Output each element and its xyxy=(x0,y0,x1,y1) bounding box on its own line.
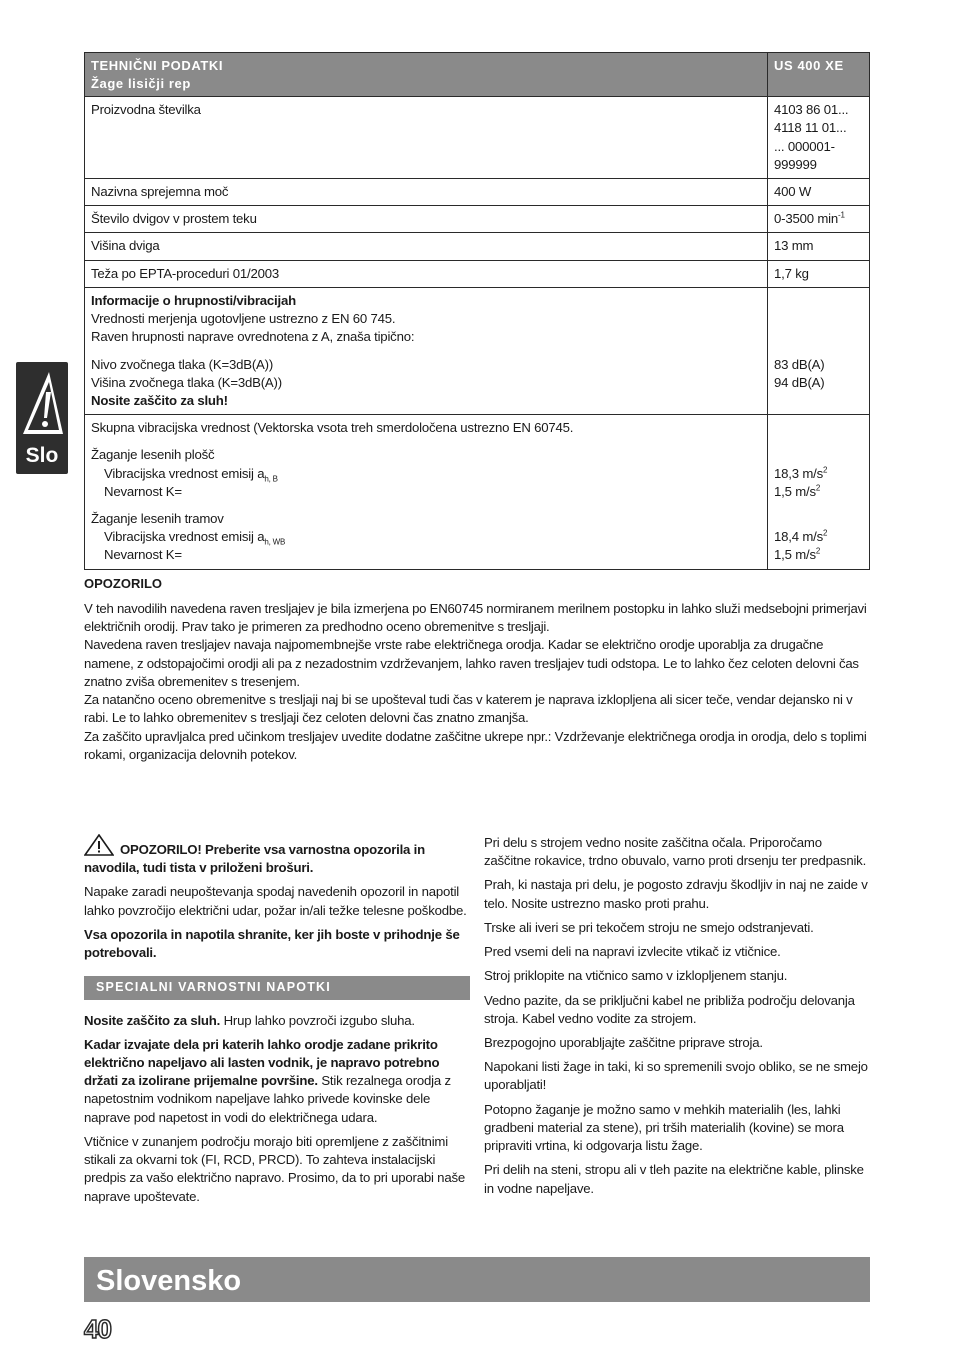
row-value xyxy=(768,206,870,233)
noise-line2: Raven hrupnosti naprave ovrednotena z A, znaša tipično: xyxy=(91,329,415,345)
vibration-values xyxy=(768,415,870,570)
right-paragraph: Pri delih na steni, stropu ali v tleh pazite na električne kable, plinske in vodne napeljave. xyxy=(484,1162,864,1196)
vibration-intro: Skupna vibracijska vrednost (Vektorska vsota treh smerdoločena ustrezno EN 60745. xyxy=(91,420,574,436)
left-paragraph: Napake zaradi neupoštevanja spodaj navedenih opozoril in napotil lahko povzročijo električni udar, požar in/ali težke telesne poškodbe. xyxy=(84,884,467,918)
technical-data-table xyxy=(84,52,870,570)
noise-line1: Vrednosti merjenja ugotovljene ustrezno z EN 60 745. xyxy=(91,311,396,327)
warning-paragraph: Navedena raven tresljajev navaja najpomembnejše vrste rabe električnega orodja. Kadar se električno orodje uporablja za drugačne namene, z odstopajočimi orodji ali pa z nezadostnim vzdrževanjem, lahko raven tresljajev tudi odstopa. Le to lahko čez celoten delovni čas znatno zviša obremenitev s tresenjem. xyxy=(84,637,859,689)
header-title-line2: Žage lisičji rep xyxy=(91,75,191,91)
table-row xyxy=(85,233,870,260)
beam-emission-label: Vibracijska vrednost emisij $a_{h, WB}$ xyxy=(104,529,286,547)
right-paragraph: Pri delu s strojem vedno nosite zaščitna očala. Priporočamo zaščitne rokavice, trdno obuvalo, varno proti drsenju ter predpasnik. xyxy=(484,835,867,869)
language-footer-bar xyxy=(84,1257,870,1302)
board-uncertainty-label: Nevarnost K= xyxy=(104,483,182,499)
warning-triangle-icon xyxy=(84,834,114,856)
header-title-line1: TEHNIČNI PODATKI xyxy=(91,58,224,73)
row-label: Število dvigov v prostem teku xyxy=(85,206,768,233)
safety-warning-text: OPOZORILO! Preberite vsa varnostna opozorila in navodila, tudi tista v priloženi brošuri. xyxy=(84,842,425,876)
noise-labels xyxy=(85,287,768,414)
board-emission-value: 18,3 $m/s^2$ xyxy=(774,465,828,481)
warning-triangle-icon xyxy=(19,368,65,438)
board-sawing-title: Žaganje lesenih plošč xyxy=(91,447,215,463)
sound-power-value: 94 dB(A) xyxy=(774,374,825,390)
right-paragraph: Napokani listi žage in taki, ki so spremenili svojo obliko, se ne smejo uporabljati! xyxy=(484,1059,868,1093)
right-paragraph: Trske ali iveri se pri tekočem stroju ne smejo odstranjevati. xyxy=(484,919,814,935)
language-side-tab xyxy=(16,362,68,474)
table-row xyxy=(85,178,870,205)
sound-pressure-value: 83 dB(A) xyxy=(774,356,825,372)
right-paragraph: Brezpogojno uporabljajte zaščitne priprave stroja. xyxy=(484,1034,763,1050)
product-number-2: 4118 11 01... xyxy=(774,120,847,136)
row-value: 1,7 kg xyxy=(768,260,870,287)
table-row xyxy=(85,97,870,179)
left-paragraph: Kadar izvajate dela pri katerih lahko orodje zadane prikrito električno napeljavo ali lasten vodnik, je napravo potrebno držati za izolirane prijemalne površine. Stik rezalnega orodja z napetostnim vodnikom napeljave lahko privede kovinske dele naprave pod napetost in vodi do električnega udara. xyxy=(84,1036,451,1125)
beam-sawing-title: Žaganje lesenih tramov xyxy=(91,511,224,527)
row-value: 400 W xyxy=(768,178,870,205)
safety-warning xyxy=(84,834,470,877)
right-paragraph: Potopno žaganje je možno samo v mehkih materialih (les, lahki gradbeni material za stene), pri trših materialih (kovine) se mora pripraviti vrtina, ki odgovarja listu žage. xyxy=(484,1101,844,1154)
serial-range: ... 000001-999999 xyxy=(774,138,835,172)
left-paragraph: Vtičnice v zunanjem področju morajo biti opremljene z zaščitnimi stikali za okvarni tok (FI, RCD, PRCD). To zahteva instalacijski predpis za vašo električno napravo. Prosimo, da to pri uporabi naše naprave upoštevate. xyxy=(84,1133,465,1204)
noise-title: Informacije o hrupnosti/vibracijah xyxy=(91,292,296,308)
beam-emission-value: 18,4 $m/s^2$ xyxy=(774,528,828,545)
row-label: Nazivna sprejemna moč xyxy=(85,178,768,205)
product-number-1: 4103 86 01... xyxy=(774,102,849,118)
beam-uncertainty-label: Nevarnost K= xyxy=(104,547,182,563)
sound-pressure-label: Nivo zvočnega tlaka (K=3dB(A)) xyxy=(91,356,274,372)
warning-paragraph: Za zaščito upravljalca pred učinkom tresljajev uvedite dodatne zaščitne ukrepe npr.: Vzdrževanje električnega orodja in orodja, delo s toplimi rokami, organizacija delovnih potekov. xyxy=(84,728,867,762)
vibration-labels xyxy=(85,415,768,570)
board-k-value: 1,5 $m/s^2$ xyxy=(774,483,821,499)
table-header-title xyxy=(85,53,768,97)
row-value xyxy=(768,97,870,179)
warning-paragraph: Za natančno oceno obremenitve s tresljaji naj bi se upošteval tudi čas v katerem je naprava izklopljena ali sicer teče, vendar dejansko ni v rabi. Le to lahko obremenitev s tresljaji čez celoten delovni čas znatno zmanjša. xyxy=(84,692,853,726)
noise-values xyxy=(768,287,870,414)
stroke-rate: 0-3500 min xyxy=(774,211,838,227)
noise-row xyxy=(85,287,870,414)
beam-k-value: 1,5 $m/s^2$ xyxy=(774,547,821,563)
section-bar-special-safety: SPECIALNI VARNOSTNI NAPOTKI xyxy=(84,976,470,999)
warning-text xyxy=(84,600,874,764)
warning-heading: OPOZORILO xyxy=(84,576,162,591)
stroke-rate-exponent: -1 xyxy=(837,210,845,220)
table-header-row xyxy=(85,53,870,97)
table-row xyxy=(85,206,870,233)
row-label: Proizvodna številka xyxy=(85,97,768,179)
left-paragraph-keep: Vsa opozorila in napotila shranite, ker jih boste v prihodnje še potrebovali. xyxy=(84,926,460,961)
hearing-protection-note: Nosite zaščito za sluh! xyxy=(91,392,228,408)
right-column xyxy=(484,834,870,1204)
page-number: 40 xyxy=(84,1314,111,1344)
row-label: Teža po EPTA-proceduri 01/2003 xyxy=(85,260,768,287)
warning-paragraph: V teh navodilih navedena raven tresljajev je bila izmerjena po EN60745 normiranem merilnem postopku in lahko služi medsebojni primerjavi električnih orodij. Prav tako je primeren za predhodno oceno obremenitve s tresljaji. xyxy=(84,601,867,635)
vibration-row xyxy=(85,415,870,570)
table-header-model: US 400 XE xyxy=(768,53,870,97)
left-paragraph: Nosite zaščito za sluh. Hrup lahko povzroči izgubo sluha. xyxy=(84,1012,415,1028)
language-code: Slo xyxy=(25,444,59,468)
right-paragraph: Pred vsemi deli na napravi izvlecite vtikač iz vtičnice. xyxy=(484,944,781,960)
row-label: Višina dviga xyxy=(85,233,768,260)
right-paragraph: Prah, ki nastaja pri delu, je pogosto zdravju škodljiv in naj ne zaide v telo. Nosite ustrezno masko proti prahu. xyxy=(484,877,868,911)
right-paragraph: Vedno pazite, da se priključni kabel ne približa področju delovanja stroja. Kabel vedno vodite za strojem. xyxy=(484,992,855,1026)
language-title: Slovensko xyxy=(96,1265,242,1297)
table-row xyxy=(85,260,870,287)
right-paragraph: Stroj priklopite na vtičnico samo v izklopljenem stanju. xyxy=(484,968,788,984)
board-emission-label: Vibracijska vrednost emisij $a_{h, B}$ xyxy=(104,465,278,484)
sound-power-label: Višina zvočnega tlaka (K=3dB(A)) xyxy=(91,374,282,390)
row-value: 13 mm xyxy=(768,233,870,260)
left-column xyxy=(84,834,470,1212)
